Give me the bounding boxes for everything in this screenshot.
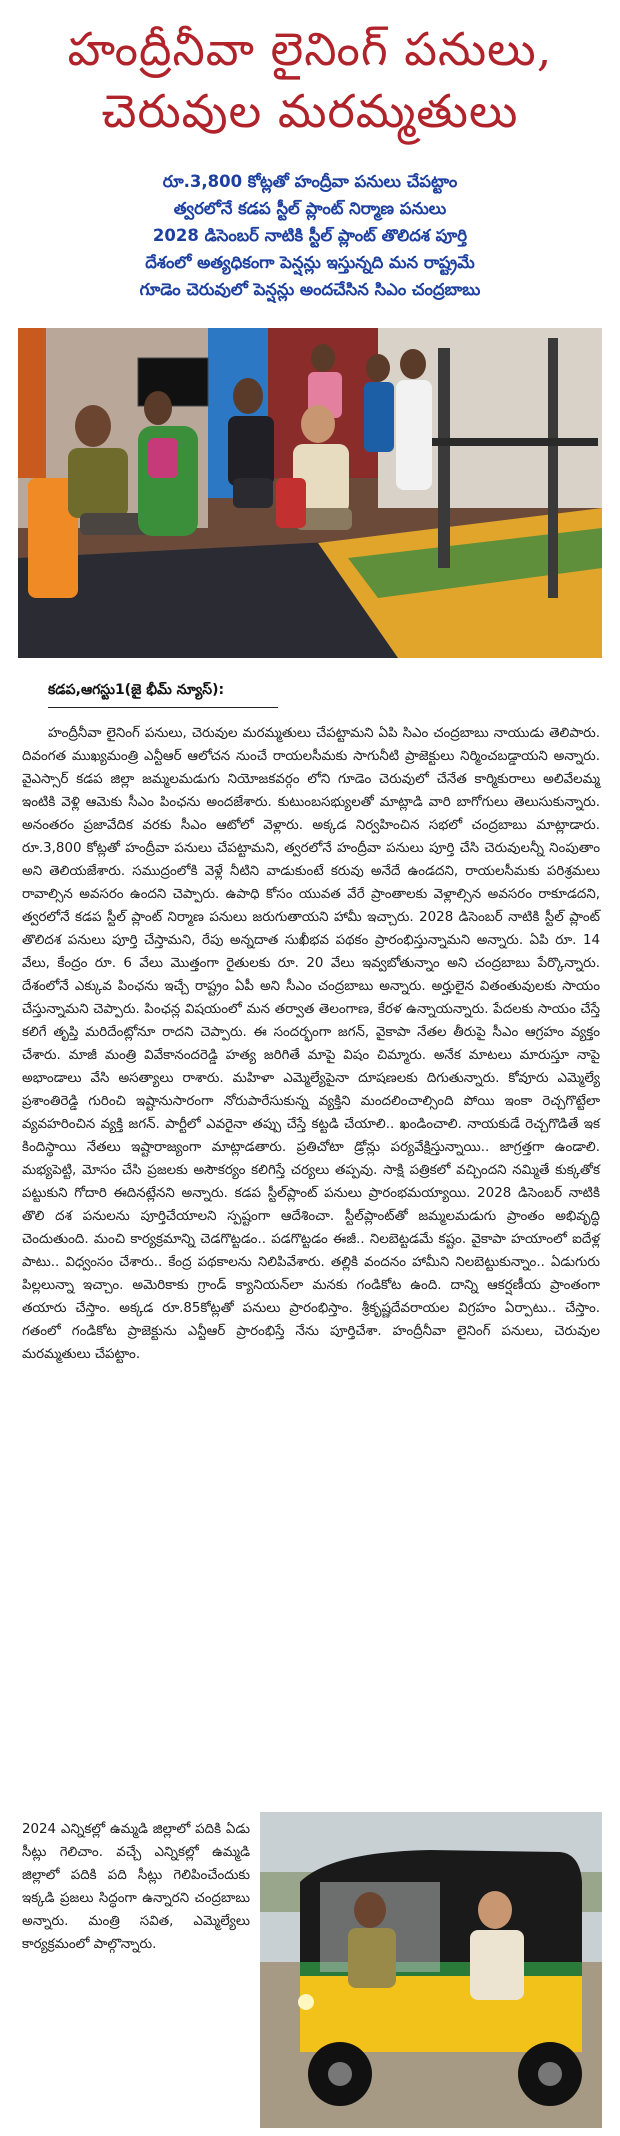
headline <box>20 18 600 142</box>
subheadline-item: రూ.3,800 కోట్లతో హంద్రీవా పనులు చేపట్టాం <box>162 172 458 191</box>
subheadline-item: దేశంలో అత్యధికంగా పెన్షన్లు ఇస్తున్నది మన రాష్ట్రమే <box>145 253 475 272</box>
news-photo-pension-visit <box>18 328 602 658</box>
news-photo-auto-ride <box>260 1812 602 2128</box>
subheadline-item: గూడెం చెరువులో పెన్షన్లు అందచేసిన సిఎం చంద్రబాబు <box>139 280 481 299</box>
headline-line-1: హంద్రీనీవా లైనింగ్ పనులు, <box>67 22 553 76</box>
dateline: కడప,ఆగస్టు1(జై భీమ్ న్యూస్): <box>48 680 278 708</box>
subheadline-item: త్వరలోనే కడప స్టీల్ ప్లాంట్ నిర్మాణ పనులు <box>173 199 447 218</box>
subheadline-item: 2028 డిసెంబర్ నాటికి స్టీల్ ప్లాంట్ తొలిదశ పూర్తి <box>152 226 468 245</box>
subheadline-list <box>40 168 580 303</box>
article-body: హంద్రీనీవా లైనింగ్ పనులు, చెరువుల మరమ్మతులు చేపట్టామని ఏపి సిఎం చంద్రబాబు నాయుడు తెలిపారు. దివంగత ముఖ్యమంత్రి ఎన్టీఆర్ ఆలోచన నుంచే రాయలసీమకు సాగునీటి ప్రాజెక్టులు నిర్మించబడ్డాయని అన్నారు. వైఎస్సార్ కడప జిల్లా జమ్మలమడుగు నియోజకవర్గం లోని గూడెం చెరువులో చేనేత కార్మికురాలు అలివేలమ్మ ఇంటికి వెళ్లి ఆమెకు సీఎం పింఛను అందజేశారు. కుటుంబసభ్యులతో మాట్లాడి వారి బాగోగులు తెలుసుకున్నారు. అనంతరం ప్రజావేదిక వరకు సీఎం ఆటోలో వెళ్లారు. అక్కడ నిర్వహించిన సభలో చంద్రబాబు మాట్లాడారు. రూ.3,800 కోట్లతో హంద్రీవా పనులు చేపట్టామని, త్వరలోనే హంద్రీవా పనులు పూర్తి చేసి చెరువులన్నీ నింపుతాం అని తెలియజేశారు. సముద్రంలోకి వెళ్లే నీటిని వాడుకుంటే కరువు అనేదే ఉండదని, రాయలసీమకు పరిశ్రమలు రావాల్సిన అవసరం ఉందని చెప్పారు. ఉపాధి కోసం యువత వేరే ప్రాంతాలకు వెళ్లాల్సిన అవసరం రాకూడదని, త్వరలోనే కడప స్టీల్ ప్లాంట్ నిర్మాణ పనులు జరుగుతాయని హామీ ఇచ్చారు. 2028 డిసెంబర్ నాటికి స్టీల్ ప్లాంట్ తొలిదశ పనులు పూర్తి చేస్తామని, రేపు అన్నదాత సుఖీభవ పథకం ప్రారంభిస్తున్నామని అన్నారు. ఏపి రూ. 14 వేలు, కేంద్రం రూ. 6 వేలు మొత్తంగా రైతులకు రూ. 20 వేలు ఇవ్వబోతున్నాం అని చంద్రబాబు పేర్కొన్నారు. దేశంలోనే ఎక్కువ పింఛను ఇచ్చే రాష్ట్రం ఏపీ అని సీఎం చంద్రబాబు అన్నారు. అర్హులైన వితంతువులకు సాయం చేస్తున్నామని చెప్పారు. పింఛన్ల విషయంలో మన తర్వాత తెలంగాణ, కేరళ ఉన్నాయన్నారు. పేదలకు సాయం చేస్తే కలిగే తృప్తి మరిదేంట్లోనూ రాదని చెప్పారు. ఈ సందర్భంగా జగన్, వైకాపా నేతల తీరుపై సీఎం ఆగ్రహం వ్యక్తం చేశారు. మాజీ మంత్రి వివేకానందరెడ్డి హత్య జరిగితే మాపై విషం చిమ్మారు. అనేక మాటలు మారుస్తూ నాపై అభాండాలు వేసి అసత్యాలు రాశారు. మహిళా ఎమ్మెల్యేపైనా దూషణలకు దిగుతున్నారు. కోవూరు ఎమ్మెల్యే ప్రశాంతిరెడ్డి గురించి ఇష్టానుసారంగా నోరుపారేసుకున్న వ్యక్తిని మందలించాల్సింది పోయి ఇంకా రెచ్చగొట్టేలా వ్యవహరించిన వ్యక్తి జగన్. పార్టీలో ఎవరైనా తప్పు చేస్తే కట్టడి చేయాలి.. ఖండించాలి. నాయకుడే రెచ్చగొడితే ఇక కిందిస్థాయి నేతలు ఇష్టారాజ్యంగా మాట్లాడతారు. ప్రతిచోటా డ్రోన్లు పర్యవేక్షిస్తున్నాయి.. జాగ్రత్తగా ఉండాలి. మభ్యపెట్టి, మోసం చేసి ప్రజలకు అసౌకర్యం కలిగిస్తే చర్యలు తప్పవు. సాక్షి పత్రికలో వచ్చిందని నమ్మితే కుక్కతోక పట్టుకుని గోదారి ఈదినట్లేనని అన్నారు. కడప స్టీల్‌ప్లాంట్ పనులు ప్రారంభమయ్యాయి. 2028 డిసెంబర్ నాటికి తొలి దశ పనులను పూర్తిచేయాలని స్పష్టంగా ఆదేశించా. స్టీల్‌ప్లాంట్‌తో జమ్మలమడుగు ప్రాంతం అభివృద్ధి చెందుతుంది. మంచి కార్యక్రమాన్ని చెడగొట్టడం.. పడగొట్టడం ఈజీ.. నిలబెట్టడమే కష్టం. వైకాపా హయాంలో ఐదేళ్ల పాటు.. విధ్వంసం చేశారు.. కేంద్ర పథకాలను నిలిపివేశారు. తల్లికి వందనం హామీని నిలబెట్టుకున్నాం.. ఏడుగురు పిల్లలున్నా ఇచ్చాం. అమెరికాకు గ్రాండ్ క్యానియన్‌లా మనకు గండికోట ఉంది. దాన్ని ఆకర్షణీయ ప్రాంతంగా తయారు చేస్తాం. అక్కడ రూ.85కోట్లతో పనులు ప్రారంభిస్తాం. శ్రీకృష్ణదేవరాయల విగ్రహం ఏర్పాటు.. చేస్తాం. గతంలో గండికోట ప్రాజెక్టును ఎన్టీఆర్ ప్రారంభిస్తే నేను పూర్తిచేశా. హంద్రీనీవా లైనింగ్ పనులు, చెరువుల మరమ్మతులు చేపట్టాం. <box>22 726 605 1362</box>
article-body-continued: 2024 ఎన్నికల్లో ఉమ్మడి జిల్లాలో పదికి ఏడు సీట్లు గెలిచాం. వచ్చే ఎన్నికల్లో ఉమ్మడి జిల్లాలో పదికి పది సీట్లు గెలిపించేందుకు ఇక్కడి ప్రజలు సిద్ధంగా ఉన్నారని చంద్రబాబు అన్నారు. మంత్రి సవిత, ఎమ్మెల్యేలు కార్యక్రమంలో పాల్గొన్నారు. <box>22 1822 250 1952</box>
headline-line-2: చెరువుల మరమ్మతులు <box>101 84 519 138</box>
